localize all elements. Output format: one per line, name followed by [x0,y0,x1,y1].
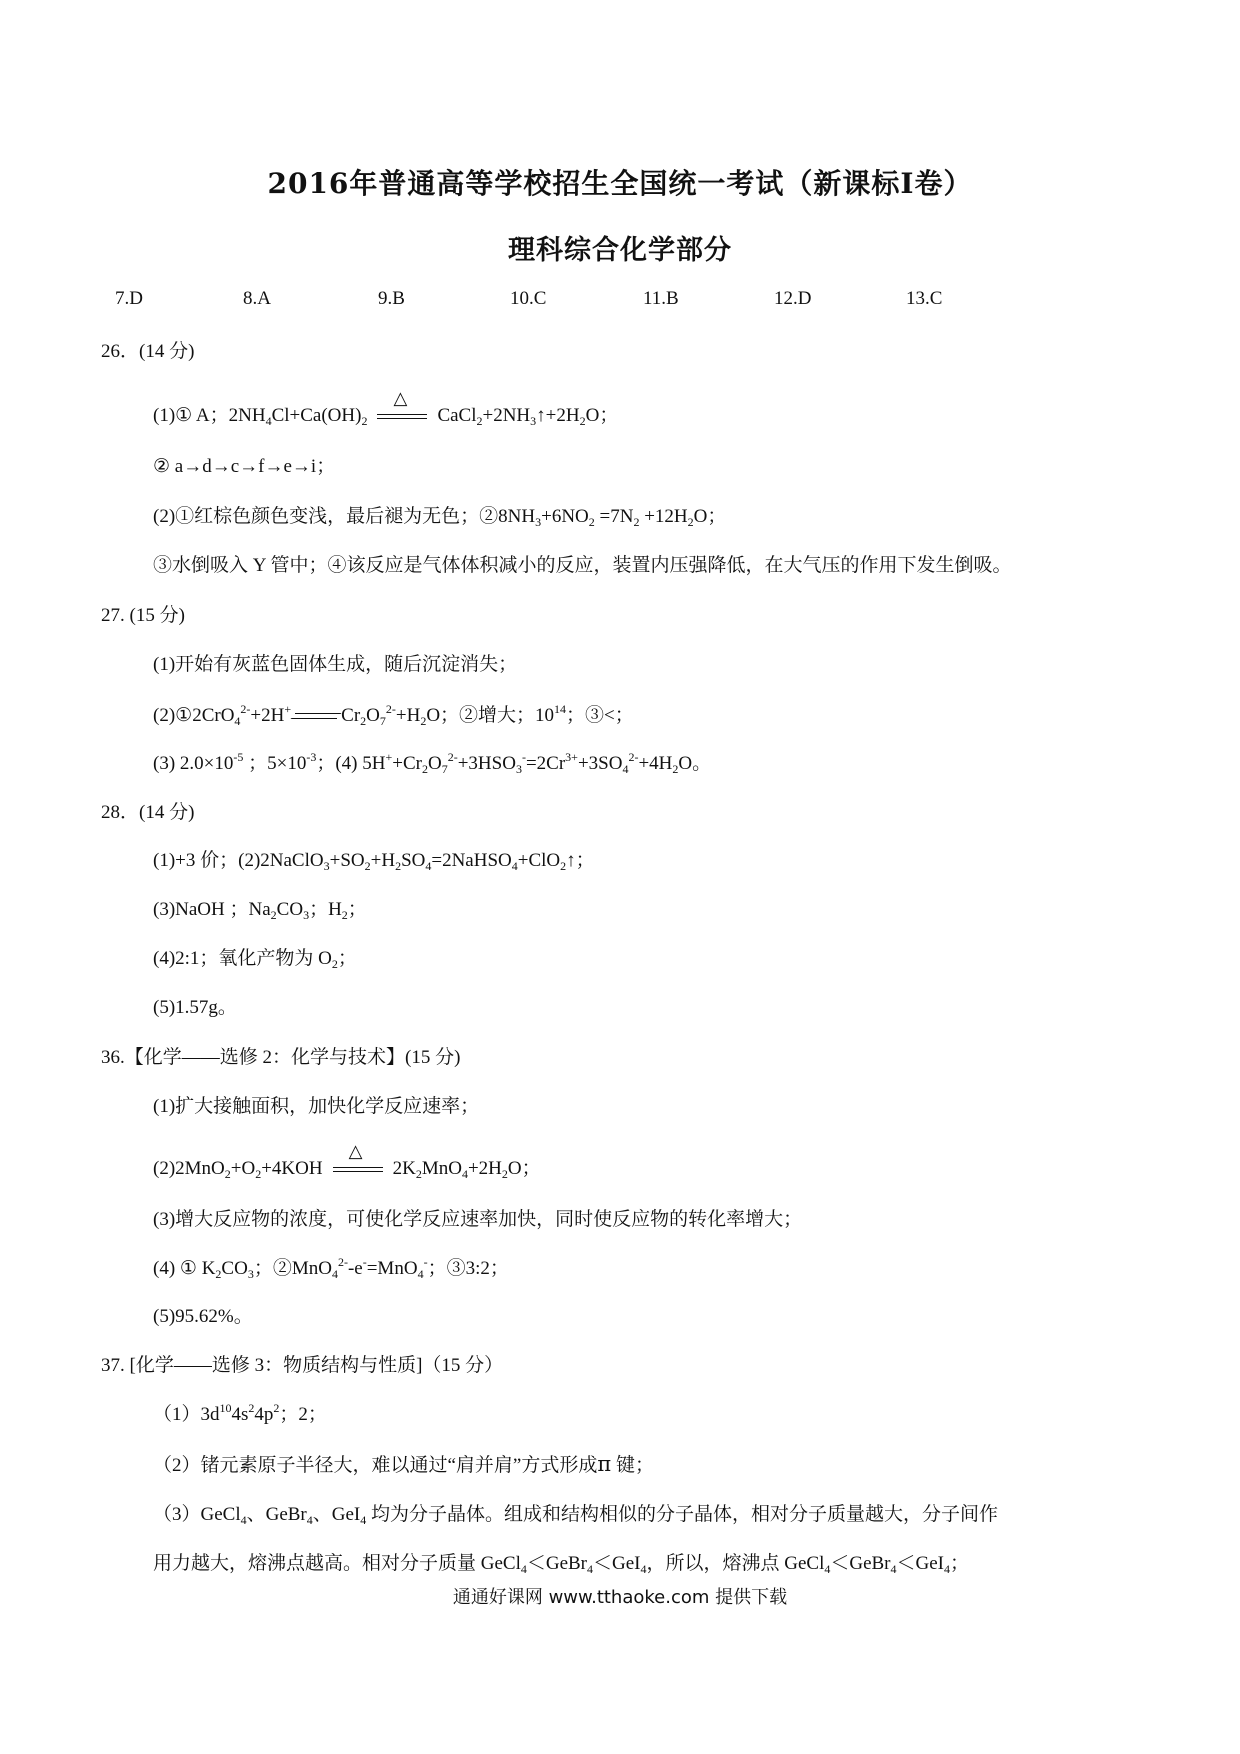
mc-answer: 10.C [510,288,547,309]
question-36-header: 36.【化学——选修 2：化学与技术】(15 分) [101,1047,461,1068]
footer-credit: 通通好课网 www.tthaoke.com 提供下载 [452,1587,788,1608]
heating-condition-sign: △ [331,1156,385,1182]
q36-answer-5: (5)95.62%。 [153,1306,253,1327]
q37-answer-3: （3）GeCl$_4$、GeBr$_4$、GeI$_4$ 均为分子晶体。组成和结构相似的分子晶体，相对分子质量越大，分子间作 [153,1504,999,1527]
q26-answer-2: ② a→d→c→f→e→i； [153,456,336,477]
mc-answer: 12.D [774,288,812,309]
q28-answer-3: (4)2:1；氧化产物为 $O_2$； [153,948,357,971]
question-27-header: 27. (15 分) [101,605,185,626]
q27-answer-3: (3) $2.0\times 10^{-5}$ ；$5\times 10^{-3}$；(4) $5H^++Cr_2O_7^{2-}+3HSO_3^-=2Cr^{3+}+3SO_4^{2-}+4H_2O$。 [153,750,712,776]
q26-answer-3: (2)①红棕色颜色变浅，最后褪为无色；$②8NH_3+6NO_2 =7N_2 +12H_2O$； [153,506,727,529]
q27-answer-1: (1)开始有灰蓝色固体生成，随后沉淀消失； [153,654,518,675]
q36-answer-3: (3)增大反应物的浓度，可使化学反应速率加快，同时使反应物的转化率增大； [153,1209,803,1230]
q36-answer-2: $(2)2MnO_2+O_2+4KOH$ △ $2K_2MnO_4+2H_2O$； [153,1141,541,1181]
q26-answer-4: ③水倒吸入 Y 管中；④该反应是气体体积减小的反应，装置内压强降低，在大气压的作用下发生倒吸。 [153,555,1012,576]
question-28-header: 28．(14 分) [101,802,195,823]
page-title: 2016年普通高等学校招生全国统一考试（新课标Ⅰ卷） [267,167,973,200]
q37-answer-1: $(1)3d^{10}4s^24p^2$；2； [153,1401,327,1425]
mc-answer: 13.C [906,288,943,309]
q28-answer-4: (5)1.57g。 [153,997,237,1018]
question-37-header: 37. [化学——选修 3：物质结构与性质]（15 分） [101,1355,504,1376]
q26-answer-1: (1)① A；$2NH_4Cl+Ca(OH)_2$ △ $CaCl_2+2NH_3↑+2H_2O$； [153,388,619,428]
mc-answer: 8.A [243,288,271,309]
question-26-header: 26．(14 分) [101,341,195,362]
q37-answer-3-cont: 用力越大，熔沸点越高。相对分子质量 GeCl$_4$＜GeBr$_4$＜GeI$_4$，所以，熔沸点 GeCl$_4$＜GeBr$_4$＜GeI$_4$； [153,1553,970,1576]
q28-answer-1: (1)+3 价；$(2)2NaClO_3+SO_2+H_2SO_4=2NaHSO_4+ClO_2↑$； [153,850,595,873]
q36-answer-1: (1)扩大接触面积，加快化学反应速率； [153,1096,480,1117]
q28-answer-2: (3)NaOH ；$Na_2CO_3$；$H_2$； [153,899,367,922]
mc-answer: 7.D [115,288,143,309]
reversible-arrow [293,703,339,729]
heating-condition-sign: △ [375,403,429,429]
mc-answer: 11.B [643,288,679,309]
q27-answer-2: (2)①2CrO$_4^{2-}$+2H+ $Cr_2O_7^{2-}+H_2O$；②增大；$10^{14}$；③<； [153,702,634,728]
page-subtitle: 理科综合化学部分 [508,235,732,266]
q37-answer-2: （2）锗元素原子半径大，难以通过“肩并肩”方式形成π 键； [153,1452,654,1476]
mc-answer: 9.B [378,288,405,309]
q36-answer-4: (4) ① $K_2CO_3$；②MnO$_4^{2-}$-e-=MnO$_4$-；③3:2； [153,1255,509,1281]
